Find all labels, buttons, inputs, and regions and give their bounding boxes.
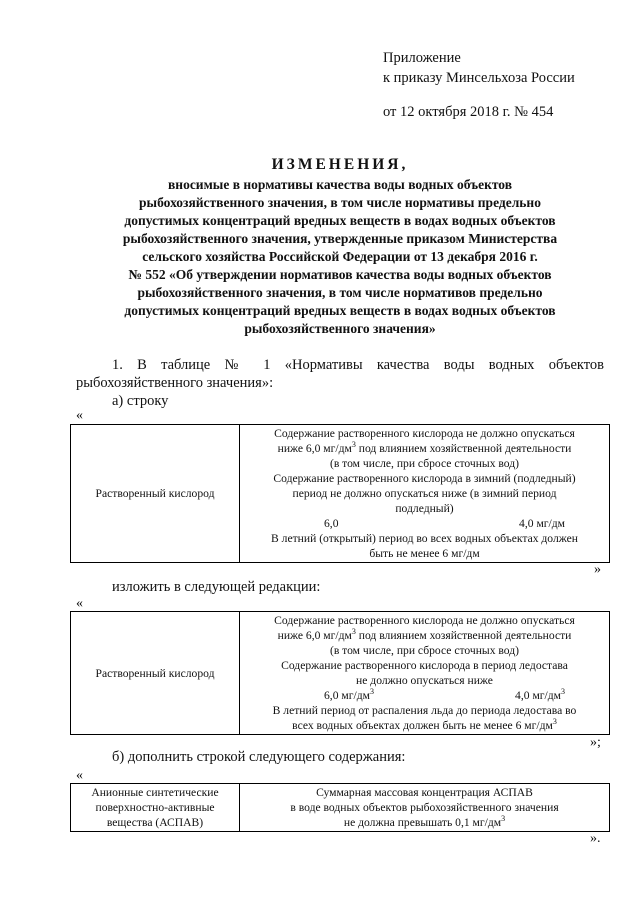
header-block	[383, 48, 575, 88]
subtitle-line: допустимых концентраций вредных веществ в водах водных объектов	[124, 213, 556, 228]
norm-line: не должна превышать 0,1 $мг/дм^3$	[343, 814, 506, 829]
header-date: от 12 октября 2018 г. № 454	[383, 104, 554, 120]
paragraph-a: а) строку	[112, 393, 169, 409]
subtitle-line: сельского хозяйства Российской Федерации от 13 декабря 2016 г.	[142, 249, 538, 264]
norm-cell	[240, 612, 610, 735]
paragraph-b: б) дополнить строкой следующего содержания:	[112, 749, 406, 765]
subtitle-line: рыбохозяйственного значения, утвержденные приказом Министерства	[122, 231, 558, 246]
table-row	[71, 784, 610, 832]
norm-line: быть не менее 6 мг/дм	[369, 547, 480, 560]
open-quote-1: «	[76, 408, 83, 423]
substance-line: Анионные синтетические	[91, 786, 219, 799]
norm-values: 6,0 $мг/дм^3$ 4,0 $мг/дм^3$	[324, 687, 565, 702]
document-subtitle	[60, 176, 620, 338]
open-quote-3: «	[76, 768, 83, 783]
subtitle-line: рыбохозяйственного значения, в том числе нормативы предельно	[139, 195, 541, 210]
norm-line: В летний период от распаления льда до периода ледостава во	[272, 704, 577, 717]
paragraph-1-line-1: 1. В таблице № 1 «Нормативы качества воды водных объектов	[112, 357, 604, 373]
norm-values: 6,0 4,0 мг/дм	[324, 517, 565, 530]
subtitle-line: № 552 «Об утверждении нормативов качества воды водных объектов	[128, 267, 552, 282]
open-quote-2: «	[76, 596, 83, 611]
title-block	[60, 156, 620, 338]
substance-cell: Растворенный кислород	[71, 425, 240, 563]
norm-line: Содержание растворенного кислорода в зимний (подледный)	[273, 472, 576, 485]
table-row	[71, 425, 610, 563]
subtitle-line: рыбохозяйственного значения, в том числе нормативов предельно	[137, 285, 543, 300]
norm-line: Содержание растворенного кислорода в период ледостава	[281, 659, 568, 672]
subtitle-line: рыбохозяйственного значения»	[244, 321, 436, 336]
norm-cell	[240, 784, 610, 832]
header-line-2: к приказу Минсельхоза России	[383, 70, 575, 86]
paragraph-1-line-2: рыбохозяйственного значения»:	[76, 375, 274, 391]
table-row	[71, 612, 610, 735]
norm-line: подледный)	[395, 502, 454, 515]
close-quote-1: »	[594, 562, 601, 577]
norm-line: В летний (открытый) период во всех водных объектах должен	[271, 532, 578, 545]
norm-line: Суммарная массовая концентрация АСПАВ	[316, 786, 533, 799]
substance-cell: Растворенный кислород	[71, 612, 240, 735]
norm-line: период не должно опускаться ниже (в зимний период	[292, 487, 557, 500]
substance-line: вещества (АСПАВ)	[106, 816, 204, 829]
norm-line: всех водных объектах должен быть не менее 6 $мг/дм^3$	[292, 717, 557, 732]
norm-line: не должно опускаться ниже	[356, 674, 493, 687]
close-quote-3: ».	[590, 831, 601, 846]
substance-line: поверхностно-активные	[95, 801, 215, 814]
document-title: ИЗМЕНЕНИЯ,	[271, 156, 409, 173]
norm-line: ниже 6,0 $мг/дм^3$ под влиянием хозяйственной деятельности	[277, 627, 572, 642]
norm-line: ниже 6,0 $мг/дм^3$ под влиянием хозяйственной деятельности	[277, 440, 572, 455]
norm-line: в воде водных объектов рыбохозяйственного значения	[290, 801, 559, 814]
norm-cell	[240, 425, 610, 563]
subtitle-line: вносимые в нормативы качества воды водных объектов	[168, 177, 512, 192]
norm-line: (в том числе, при сбросе сточных вод)	[329, 457, 520, 470]
norm-line: (в том числе, при сбросе сточных вод)	[329, 644, 520, 657]
subtitle-line: допустимых концентраций вредных веществ в водах водных объектов	[124, 303, 556, 318]
close-quote-2: »;	[590, 735, 601, 750]
substance-cell	[71, 784, 240, 832]
table-new-oxygen	[70, 611, 610, 735]
norm-line: Содержание растворенного кислорода не должно опускаться	[274, 614, 575, 627]
header-line-1: Приложение	[383, 50, 461, 66]
table-old-oxygen	[70, 424, 610, 563]
table-aspav	[70, 783, 610, 832]
norm-line: Содержание растворенного кислорода не должно опускаться	[274, 427, 575, 440]
paragraph-new-edition: изложить в следующей редакции:	[112, 579, 321, 595]
